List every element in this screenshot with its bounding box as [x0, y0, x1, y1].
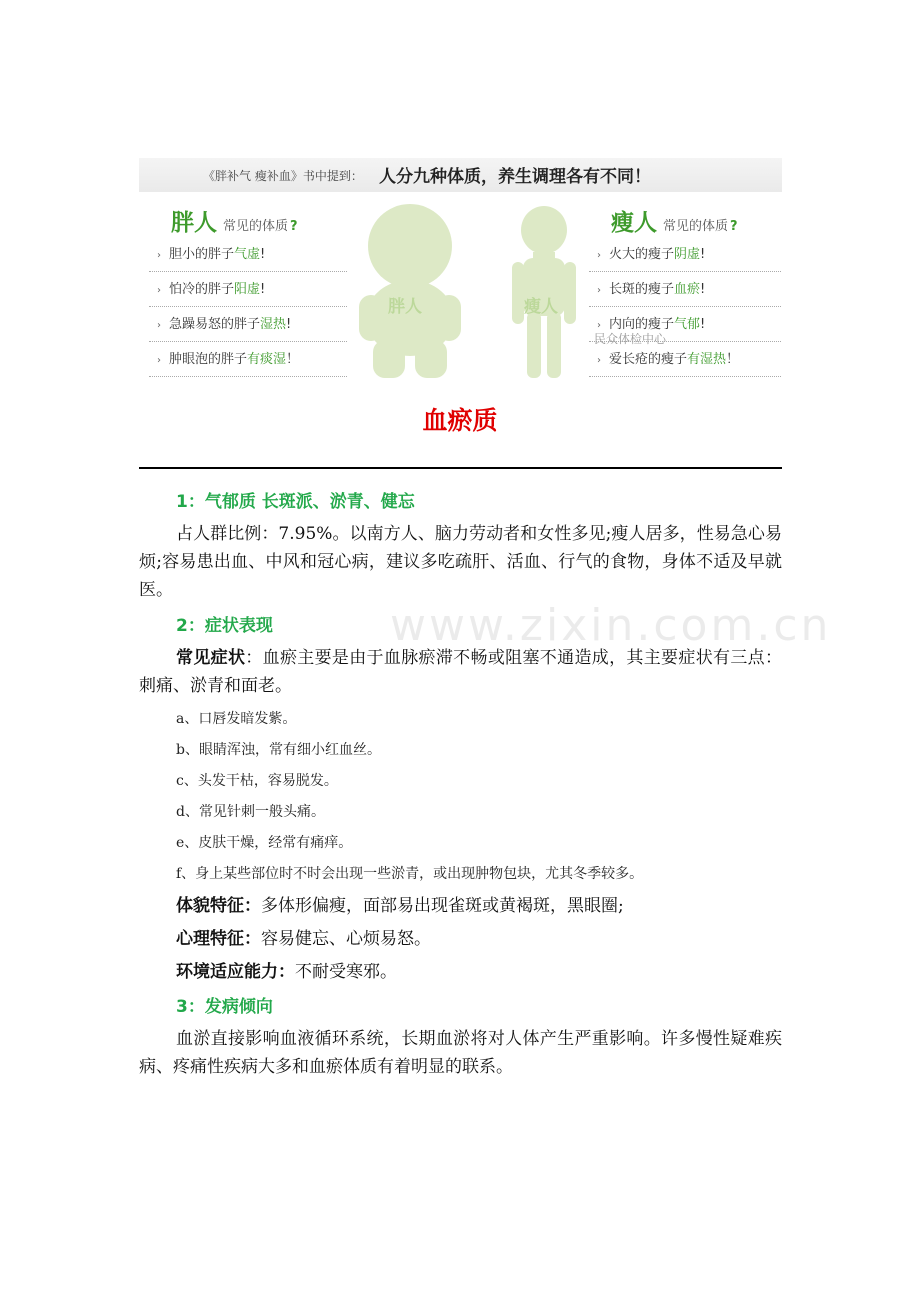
fat-item: [149, 343, 347, 377]
symptoms-paragraph: [139, 644, 782, 700]
item-text: 长斑的瘦子: [609, 282, 675, 297]
thin-item: [589, 343, 782, 377]
trait-text: 不耐受寒邪。: [295, 962, 397, 982]
trait-text: 容易健忘、心烦易怒。: [261, 929, 431, 949]
symptom-item: c、头发干枯，容易脱发。: [176, 773, 338, 789]
arrow-icon: ›: [157, 355, 161, 366]
item-post: ！: [726, 352, 740, 367]
item-post: !: [286, 317, 292, 332]
thin-title: 瘦人: [611, 210, 657, 236]
thin-subtitle: 常见的体质: [663, 219, 729, 234]
fat-subtitle: 常见的体质: [223, 219, 289, 234]
item-text: 胆小的胖子: [169, 247, 235, 262]
symptoms-text: ：血瘀主要是由于血脉瘀滞不畅或阻塞不通造成，其主要症状有三点：刺痛、淤青和面老。: [139, 648, 783, 696]
symptom-item: a、口唇发暗发紫。: [176, 711, 297, 727]
item-post: !: [700, 282, 706, 297]
item-post: !: [700, 247, 706, 262]
section1-paragraph: 占人群比例：7.95%。以南方人、脑力劳动者和女性多见;瘦人居多，性易急心易烦;容易患出血、中风和冠心病，建议多吃疏肝、活血、行气的食物，身体不适及早就医。: [139, 524, 782, 600]
thin-figure-label: 瘦人: [524, 297, 558, 317]
item-post: !: [260, 247, 266, 262]
symptom-item: f、身上某些部位时不时会出现一些淤青，或出现肿物包块，尤其冬季较多。: [176, 866, 644, 882]
item-post: !: [700, 317, 706, 332]
constitution-banner: [139, 158, 782, 382]
trait-mental: [139, 923, 782, 956]
banner-watermark: 民众体检中心: [594, 332, 667, 346]
item-text: 内向的瘦子: [609, 317, 675, 332]
item-em: 血瘀: [674, 282, 701, 297]
item-em: 阳虚: [234, 282, 261, 297]
fat-question: ?: [290, 219, 298, 234]
fat-item: [149, 238, 347, 272]
trait-label: 心理特征：: [176, 929, 261, 949]
thin-heading: [611, 204, 738, 237]
trait-label: 环境适应能力：: [176, 962, 295, 982]
section3-paragraph: 血淤直接影响血液循环系统，长期血淤将对人体产生严重影响。许多慢性疑难疾病、疼痛性疾病大多和血瘀体质有着明显的联系。: [139, 1029, 782, 1077]
title-divider: [139, 467, 782, 469]
item-text: 肿眼泡的胖子: [169, 352, 248, 367]
trait-physical: [139, 890, 782, 923]
trait-environment: [139, 956, 782, 989]
fat-figure-icon: [351, 200, 469, 382]
thin-item: [589, 273, 782, 307]
symptom-item: b、眼睛浑浊，常有细小红血丝。: [176, 742, 381, 758]
trait-label: 体貌特征：: [176, 896, 261, 916]
item-em: 阴虚: [674, 247, 701, 262]
thin-question: ?: [730, 219, 738, 234]
arrow-icon: ›: [157, 250, 161, 261]
fat-title: 胖人: [171, 210, 217, 236]
item-em: 气郁: [674, 317, 701, 332]
section2-heading: 2：症状表现: [176, 616, 273, 636]
thin-item: [589, 238, 782, 272]
item-em: 有痰湿: [247, 352, 287, 367]
item-em: 有湿热: [687, 352, 727, 367]
banner-head-small: 《胖补气 瘦补血》书中提到：: [203, 169, 363, 183]
symptom-item: d、常见针刺一般头痛。: [176, 804, 325, 820]
fat-item: [149, 308, 347, 342]
item-post: ！: [286, 352, 300, 367]
banner-head-big: 人分九种体质，养生调理各有不同！: [379, 167, 651, 187]
arrow-icon: ›: [597, 250, 601, 261]
arrow-icon: ›: [157, 320, 161, 331]
symptom-item: e、皮肤干燥，经常有痛痒。: [176, 835, 353, 851]
page-title: 血瘀质: [422, 406, 498, 435]
section3-heading: 3：发病倾向: [176, 997, 273, 1017]
fat-item: [149, 273, 347, 307]
item-text: 怕冷的胖子: [169, 282, 235, 297]
article-body: [139, 484, 782, 1085]
fat-figure-label: 胖人: [388, 297, 422, 317]
arrow-icon: ›: [597, 285, 601, 296]
item-text: 火大的瘦子: [609, 247, 675, 262]
arrow-icon: ›: [597, 320, 601, 331]
page-watermark: www.zixin.com.cn: [390, 600, 832, 651]
item-text: 爱长疮的瘦子: [609, 352, 688, 367]
arrow-icon: ›: [597, 355, 601, 366]
section1-heading: 1：气郁质 长斑派、淤青、健忘: [176, 492, 415, 512]
trait-text: 多体形偏瘦，面部易出现雀斑或黄褐斑，黑眼圈;: [261, 896, 624, 916]
symptoms-label: 常见症状: [176, 648, 246, 668]
item-post: !: [260, 282, 266, 297]
fat-heading: [171, 204, 298, 237]
item-em: 气虚: [234, 247, 261, 262]
arrow-icon: ›: [157, 285, 161, 296]
item-em: 湿热: [260, 317, 287, 332]
item-text: 急躁易怒的胖子: [169, 317, 261, 332]
banner-header: [139, 158, 782, 192]
